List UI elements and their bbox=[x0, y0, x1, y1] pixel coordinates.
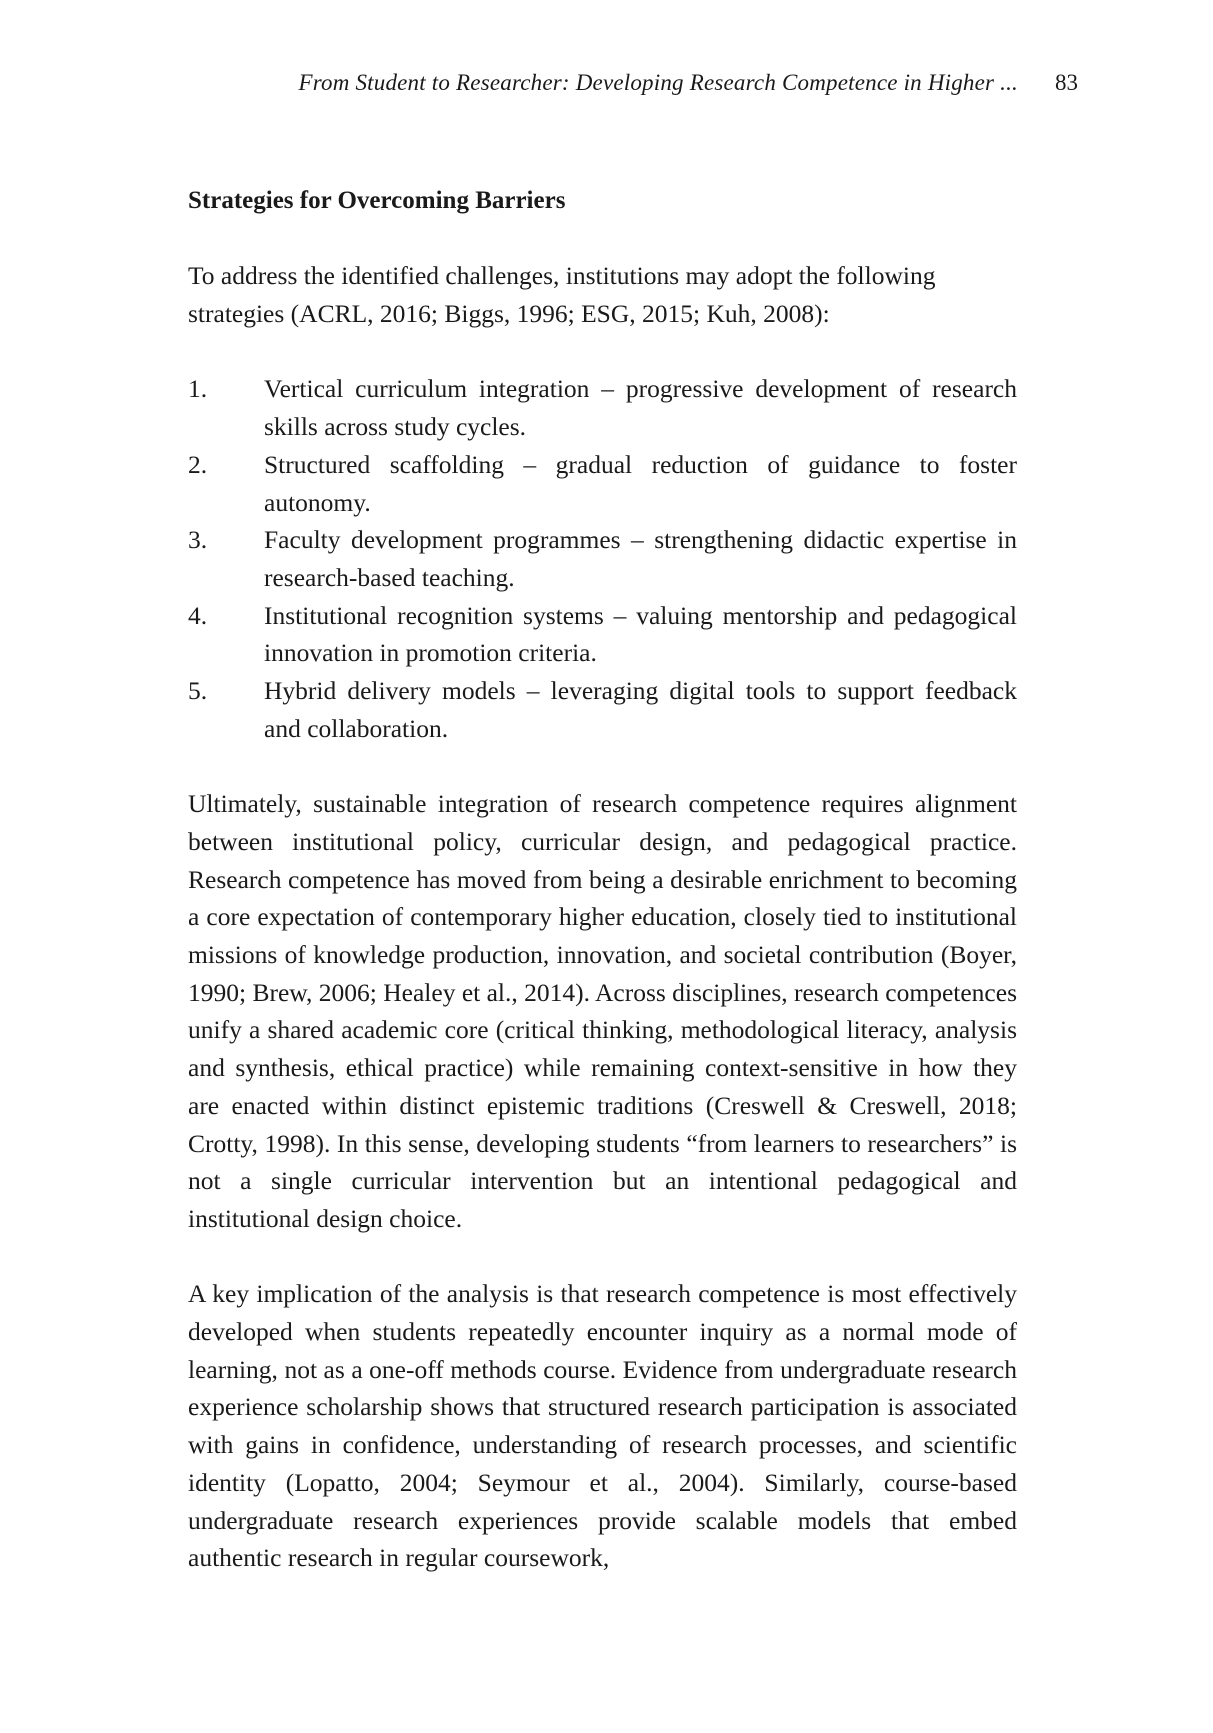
list-item-text: Hybrid delivery models – leveraging digital tools to support feedback and collaboration. bbox=[264, 676, 1017, 743]
list-item-text: Institutional recognition systems – valuing mentorship and pedagogical innovation in promotion criteria. bbox=[264, 600, 1017, 668]
list-item bbox=[188, 521, 1017, 596]
list-item-number: 2. bbox=[188, 449, 208, 479]
intro-paragraph: To address the identified challenges, institutions may adopt the following strategies (ACRL, 2016; Biggs, 1996; ESG, 2015; Kuh, 2008): bbox=[188, 261, 936, 329]
list-item bbox=[188, 597, 1017, 672]
running-title: From Student to Researcher: Developing Research Competence in Higher ... bbox=[298, 70, 1018, 95]
body-paragraph: Ultimately, sustainable integration of research competence requires alignment between institutional policy, curricular design, and pedagogical practice. Research competence has moved from being a desirable enrichment to becoming a core expectation of contemporary higher education, closely tied to institutional missions of knowledge production, innovation, and societal contribution (Boyer, 1990; Brew, 2006; Healey et al., 2014). Across disciplines, research competences unify a shared academic core (critical thinking, methodological literacy, analysis and synthesis, ethical practice) while remaining context-sensitive in how they are enacted within distinct epistemic traditions (Creswell & Creswell, 2018; Crotty, 1998). In this sense, developing students “from learners to researchers” is not a single curricular intervention but an intentional pedagogical and institutional design choice. bbox=[188, 789, 1017, 1233]
list-item bbox=[188, 672, 1017, 747]
list-item bbox=[188, 370, 1017, 445]
page-body bbox=[188, 182, 1017, 1615]
list-item-number: 5. bbox=[188, 676, 208, 706]
list-item-number: 1. bbox=[188, 374, 208, 404]
page-number: 83 bbox=[1055, 70, 1078, 95]
list-item-text: Vertical curriculum integration – progressive development of research skills across study cycles. bbox=[264, 374, 1017, 442]
body-paragraph: A key implication of the analysis is that research competence is most effectively developed when students repeatedly encounter inquiry as a normal mode of learning, not as a one-off methods course. Evidence from undergraduate research experience scholarship shows that structured research participation is associated with gains in confidence, understanding of research processes, and scientific identity (Lopatto, 2004; Seymour et al., 2004). Similarly, course-based undergraduate research experiences provide scalable models that embed authentic research in regular coursework, bbox=[188, 1279, 1017, 1573]
running-head bbox=[188, 70, 1078, 100]
list-item-number: 4. bbox=[188, 600, 208, 630]
list-item-text: Faculty development programmes – strengthening didactic expertise in research-based teaching. bbox=[264, 525, 1017, 592]
list-item-text: Structured scaffolding – gradual reduction of guidance to foster autonomy. bbox=[264, 449, 1017, 517]
list-item bbox=[188, 446, 1017, 521]
section-heading: Strategies for Overcoming Barriers bbox=[188, 187, 566, 214]
strategies-list bbox=[188, 370, 1017, 747]
list-item-number: 3. bbox=[188, 525, 208, 555]
